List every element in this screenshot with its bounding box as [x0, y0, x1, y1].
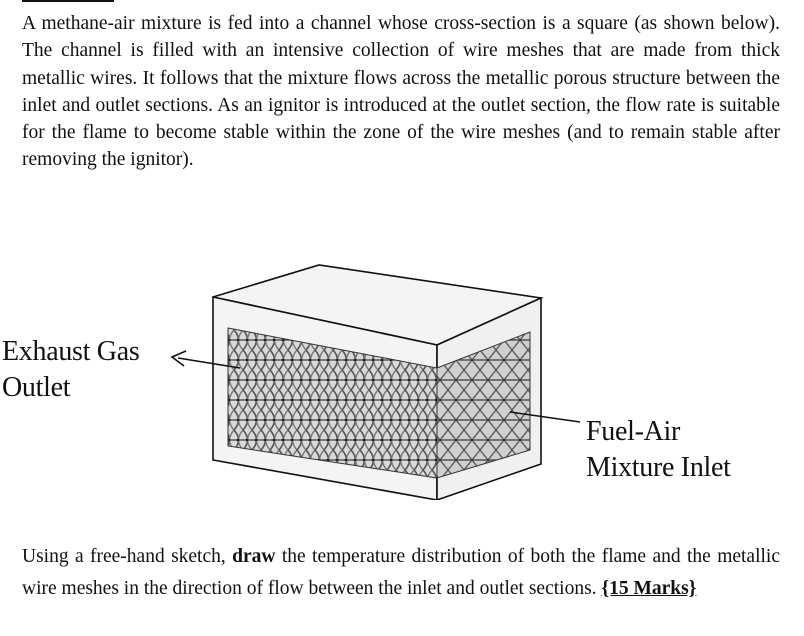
question-part1: Using a free-hand sketch, — [22, 546, 233, 567]
question-bold-word: draw — [232, 546, 276, 567]
channel-figure — [0, 250, 804, 500]
question-part2: the temperature distribution of both the flame and the metallic wire meshes in the direction of flow between the inlet and outlet sections. — [22, 546, 780, 599]
inlet-label-line1: Fuel-Air — [586, 416, 681, 447]
marks-label: {15 Marks} — [601, 577, 697, 599]
question-text — [22, 541, 780, 604]
problem-paragraph: A methane-air mixture is fed into a channel whose cross-section is a square (as shown below). The channel is filled with an intensive collection of wire meshes that are made from thick metallic wires. It follows that the mixture flows across the metallic porous structure between the inlet and outlet sections. As an ignitor is introduced at the outlet section, the flow rate is suitable for the flame to become stable within the zone of the wire meshes (and to remain stable after removing the ignitor). — [22, 13, 780, 171]
outlet-label-line2: Outlet — [2, 372, 71, 403]
top-underline — [22, 0, 114, 2]
fuel-air-inlet-label — [586, 414, 731, 486]
outlet-label-line1: Exhaust Gas — [2, 336, 140, 367]
exhaust-gas-outlet-label — [2, 334, 139, 406]
inlet-label-line2: Mixture Inlet — [586, 452, 731, 483]
